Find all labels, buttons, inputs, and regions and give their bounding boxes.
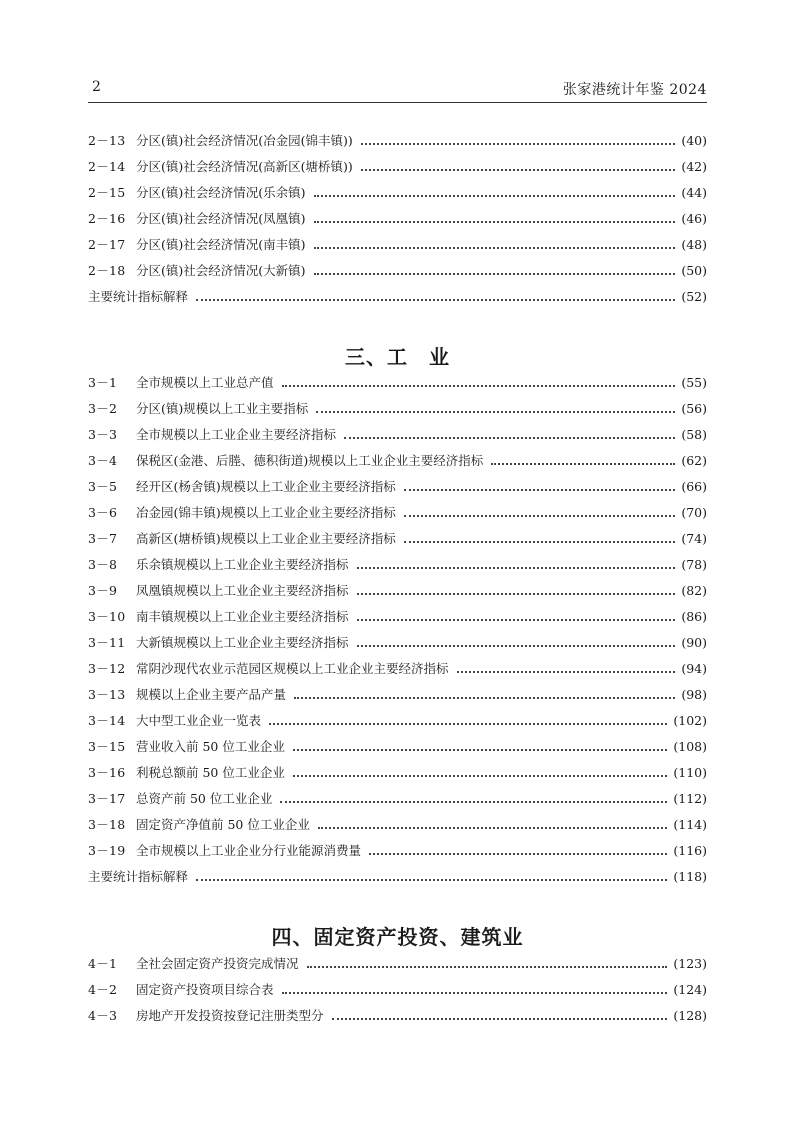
leader-dots bbox=[491, 463, 675, 465]
entry-title: 主要统计指标解释 bbox=[88, 869, 189, 884]
toc-entry[interactable] bbox=[88, 838, 707, 864]
entry-title: 大新镇规模以上工业企业主要经济指标 bbox=[136, 635, 349, 650]
leader-dots bbox=[404, 515, 676, 517]
entry-number: 3－12 bbox=[88, 661, 126, 676]
entry-page: (110) bbox=[673, 765, 707, 780]
leader-dots bbox=[344, 437, 675, 439]
toc-entry[interactable] bbox=[88, 500, 707, 526]
leader-dots bbox=[282, 992, 668, 994]
entry-page: (40) bbox=[681, 133, 707, 148]
entry-page: (86) bbox=[681, 609, 707, 624]
toc-entry[interactable] bbox=[88, 708, 707, 734]
entry-number: 2－13 bbox=[88, 133, 126, 148]
entry-number: 3－2 bbox=[88, 401, 118, 416]
entry-page: (90) bbox=[681, 635, 707, 650]
entry-page: (102) bbox=[673, 713, 707, 728]
entry-title: 分区(镇)社会经济情况(大新镇) bbox=[136, 263, 306, 278]
leader-dots bbox=[294, 697, 675, 699]
entry-number: 2－17 bbox=[88, 237, 126, 252]
entry-page: (46) bbox=[681, 211, 707, 226]
leader-dots bbox=[361, 169, 676, 171]
leader-dots bbox=[314, 195, 676, 197]
entry-title: 大中型工业企业一览表 bbox=[136, 713, 262, 728]
leader-dots bbox=[280, 801, 667, 803]
entry-number: 3－7 bbox=[88, 531, 118, 546]
toc-entry[interactable] bbox=[88, 526, 707, 552]
toc-entry[interactable] bbox=[88, 682, 707, 708]
entry-number: 3－8 bbox=[88, 557, 118, 572]
leader-dots bbox=[361, 143, 676, 145]
entry-number: 3－10 bbox=[88, 609, 126, 624]
toc-entry[interactable] bbox=[88, 448, 707, 474]
entry-page: (118) bbox=[673, 869, 707, 884]
entry-page: (58) bbox=[681, 427, 707, 442]
entry-page: (82) bbox=[681, 583, 707, 598]
entry-number: 3－15 bbox=[88, 739, 126, 754]
entry-title: 总资产前 50 位工业企业 bbox=[136, 791, 273, 806]
entry-title: 分区(镇)社会经济情况(凤凰镇) bbox=[136, 211, 306, 226]
entry-page: (94) bbox=[681, 661, 707, 676]
entry-page: (74) bbox=[681, 531, 707, 546]
entry-number: 3－13 bbox=[88, 687, 126, 702]
book-title: 张家港统计年鉴 2024 bbox=[562, 82, 707, 98]
leader-dots bbox=[369, 853, 667, 855]
entry-title: 保税区(金港、后塍、德积街道)规模以上工业企业主要经济指标 bbox=[136, 453, 484, 468]
entry-number: 3－9 bbox=[88, 583, 118, 598]
toc-entry[interactable] bbox=[88, 630, 707, 656]
entry-number: 3－1 bbox=[88, 375, 118, 390]
entry-page: (66) bbox=[681, 479, 707, 494]
entry-title: 规模以上企业主要产品产量 bbox=[136, 687, 287, 702]
toc-entry[interactable] bbox=[88, 154, 707, 180]
leader-dots bbox=[307, 966, 668, 968]
entry-number: 3－11 bbox=[88, 635, 126, 650]
entry-title: 分区(镇)社会经济情况(南丰镇) bbox=[136, 237, 306, 252]
leader-dots bbox=[282, 385, 676, 387]
entry-page: (52) bbox=[681, 289, 707, 304]
entry-page: (70) bbox=[681, 505, 707, 520]
entry-title: 房地产开发投资按登记注册类型分 bbox=[136, 1008, 324, 1023]
entry-title: 分区(镇)规模以上工业主要指标 bbox=[136, 401, 309, 416]
leader-dots bbox=[318, 827, 668, 829]
entry-title: 高新区(塘桥镇)规模以上工业企业主要经济指标 bbox=[136, 531, 396, 546]
entry-page: (48) bbox=[681, 237, 707, 252]
toc-entry[interactable] bbox=[88, 206, 707, 232]
entry-page: (123) bbox=[673, 956, 707, 971]
toc-entry[interactable] bbox=[88, 422, 707, 448]
leader-dots bbox=[357, 593, 676, 595]
entry-number: 3－17 bbox=[88, 791, 126, 806]
entry-page: (124) bbox=[673, 982, 707, 997]
entry-title: 乐余镇规模以上工业企业主要经济指标 bbox=[136, 557, 349, 572]
entry-title: 南丰镇规模以上工业企业主要经济指标 bbox=[136, 609, 349, 624]
page-header bbox=[88, 76, 707, 100]
leader-dots bbox=[314, 221, 676, 223]
entry-title: 利税总额前 50 位工业企业 bbox=[136, 765, 285, 780]
toc-section-4 bbox=[88, 951, 707, 1029]
toc-entry[interactable] bbox=[88, 232, 707, 258]
entry-page: (42) bbox=[681, 159, 707, 174]
entry-page: (128) bbox=[673, 1008, 707, 1023]
toc-entry[interactable] bbox=[88, 812, 707, 838]
entry-title: 分区(镇)社会经济情况(冶金园(锦丰镇)) bbox=[136, 133, 353, 148]
entry-number: 3－6 bbox=[88, 505, 118, 520]
toc-entry[interactable] bbox=[88, 864, 707, 890]
entry-title: 经开区(杨舍镇)规模以上工业企业主要经济指标 bbox=[136, 479, 396, 494]
entry-title: 常阴沙现代农业示范园区规模以上工业企业主要经济指标 bbox=[136, 661, 449, 676]
entry-page: (108) bbox=[673, 739, 707, 754]
entry-title: 分区(镇)社会经济情况(乐余镇) bbox=[136, 185, 306, 200]
entry-number: 2－15 bbox=[88, 185, 126, 200]
toc-entry[interactable] bbox=[88, 604, 707, 630]
leader-dots bbox=[196, 299, 675, 301]
entry-page: (98) bbox=[681, 687, 707, 702]
toc-entry[interactable] bbox=[88, 474, 707, 500]
entry-title: 主要统计指标解释 bbox=[88, 289, 189, 304]
entry-title: 全市规模以上工业企业分行业能源消费量 bbox=[136, 843, 362, 858]
leader-dots bbox=[357, 567, 676, 569]
entry-page: (56) bbox=[681, 401, 707, 416]
entry-page: (112) bbox=[673, 791, 707, 806]
section-title-industry: 三、工 业 bbox=[345, 345, 450, 369]
leader-dots bbox=[196, 879, 667, 881]
entry-number: 3－14 bbox=[88, 713, 126, 728]
toc-entry[interactable] bbox=[88, 180, 707, 206]
toc-entry[interactable] bbox=[88, 284, 707, 310]
entry-number: 3－16 bbox=[88, 765, 126, 780]
entry-page: (55) bbox=[681, 375, 707, 390]
toc-entry[interactable] bbox=[88, 370, 707, 396]
entry-page: (78) bbox=[681, 557, 707, 572]
entry-title: 全市规模以上工业总产值 bbox=[136, 375, 274, 390]
entry-title: 凤凰镇规模以上工业企业主要经济指标 bbox=[136, 583, 349, 598]
entry-number: 3－4 bbox=[88, 453, 118, 468]
leader-dots bbox=[404, 541, 676, 543]
entry-title: 固定资产投资项目综合表 bbox=[136, 982, 274, 997]
entry-number: 2－18 bbox=[88, 263, 126, 278]
toc-entry[interactable] bbox=[88, 396, 707, 422]
section-title-investment: 四、固定资产投资、建筑业 bbox=[271, 925, 524, 949]
entry-number: 3－5 bbox=[88, 479, 118, 494]
toc-entry[interactable] bbox=[88, 786, 707, 812]
leader-dots bbox=[357, 645, 676, 647]
entry-title: 全市规模以上工业企业主要经济指标 bbox=[136, 427, 337, 442]
entry-title: 分区(镇)社会经济情况(高新区(塘桥镇)) bbox=[136, 159, 353, 174]
entry-title: 固定资产净值前 50 位工业企业 bbox=[136, 817, 310, 832]
page-number: 2 bbox=[92, 79, 101, 95]
entry-number: 4－3 bbox=[88, 1008, 118, 1023]
toc-section-2 bbox=[88, 128, 707, 310]
entry-page: (116) bbox=[673, 843, 707, 858]
entry-title: 营业收入前 50 位工业企业 bbox=[136, 739, 285, 754]
toc-entry[interactable] bbox=[88, 128, 707, 154]
leader-dots bbox=[269, 723, 667, 725]
leader-dots bbox=[314, 247, 676, 249]
toc-entry[interactable] bbox=[88, 656, 707, 682]
entry-number: 4－2 bbox=[88, 982, 118, 997]
entry-number: 3－19 bbox=[88, 843, 126, 858]
leader-dots bbox=[314, 273, 676, 275]
toc-entry[interactable] bbox=[88, 734, 707, 760]
toc-section-3 bbox=[88, 370, 707, 890]
entry-number: 3－3 bbox=[88, 427, 118, 442]
entry-title: 全社会固定资产投资完成情况 bbox=[136, 956, 299, 971]
entry-title: 冶金园(锦丰镇)规模以上工业企业主要经济指标 bbox=[136, 505, 396, 520]
leader-dots bbox=[404, 489, 676, 491]
entry-page: (50) bbox=[681, 263, 707, 278]
leader-dots bbox=[316, 411, 675, 413]
entry-number: 3－18 bbox=[88, 817, 126, 832]
entry-number: 2－16 bbox=[88, 211, 126, 226]
entry-page: (62) bbox=[681, 453, 707, 468]
toc-entry[interactable] bbox=[88, 258, 707, 284]
leader-dots bbox=[457, 671, 676, 673]
toc-entry[interactable] bbox=[88, 1003, 707, 1029]
leader-dots bbox=[357, 619, 676, 621]
entry-number: 4－1 bbox=[88, 956, 118, 971]
leader-dots bbox=[293, 749, 668, 751]
toc-entry[interactable] bbox=[88, 977, 707, 1003]
toc-entry[interactable] bbox=[88, 760, 707, 786]
entry-page: (44) bbox=[681, 185, 707, 200]
entry-page: (114) bbox=[673, 817, 707, 832]
leader-dots bbox=[293, 775, 668, 777]
toc-entry[interactable] bbox=[88, 951, 707, 977]
leader-dots bbox=[332, 1018, 668, 1020]
toc-entry[interactable] bbox=[88, 552, 707, 578]
entry-number: 2－14 bbox=[88, 159, 126, 174]
header-rule bbox=[88, 102, 707, 103]
toc-entry[interactable] bbox=[88, 578, 707, 604]
